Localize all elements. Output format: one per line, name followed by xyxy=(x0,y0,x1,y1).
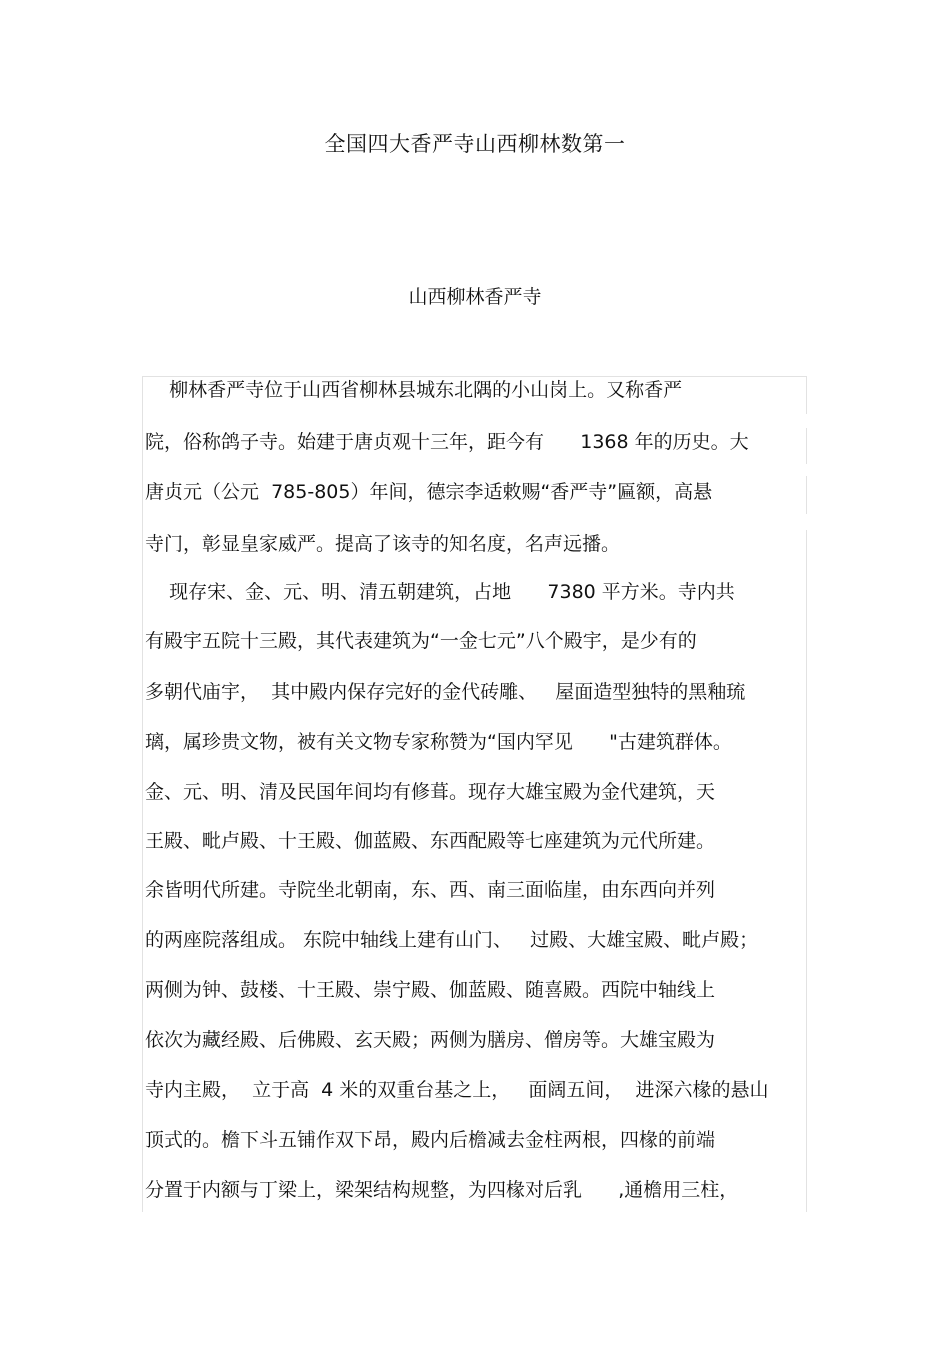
text-frame-right-border xyxy=(806,376,807,414)
text-line: 唐贞元（公元 785-805）年间，德宗李适敕赐“香严寺”匾额，高悬 xyxy=(145,481,713,503)
text-frame-right-border xyxy=(806,530,807,1212)
text-frame-right-border xyxy=(806,428,807,464)
text-frame-left-border xyxy=(142,376,143,1212)
text-line: 寺内主殿， 立于高 4 米的双重台基之上， 面阔五间， 进深六椽的悬山 xyxy=(145,1079,769,1101)
text-line: 寺门，彰显皇家威严。提高了该寺的知名度，名声远播。 xyxy=(145,533,621,555)
text-line: 有殿宇五院十三殿，其代表建筑为“一金七元”八个殿宇，是少有的 xyxy=(145,630,697,652)
text-line: 柳林香严寺位于山西省柳林县城东北隅的小山岗上。又称香严 xyxy=(145,379,683,401)
text-line: 现存宋、金、元、明、清五朝建筑，占地 7380 平方米。寺内共 xyxy=(145,581,735,603)
text-line: 王殿、毗卢殿、十王殿、伽蓝殿、东西配殿等七座建筑为元代所建。 xyxy=(145,830,716,852)
text-line: 院，俗称鸽子寺。始建于唐贞观十三年，距今有 1368 年的历史。大 xyxy=(145,431,749,453)
text-line: 余皆明代所建。寺院坐北朝南，东、西、南三面临崖，由东西向并列 xyxy=(145,879,716,901)
document-subtitle: 山西柳林香严寺 xyxy=(408,286,542,308)
text-line: 多朝代庙宇， 其中殿内保存完好的金代砖雕、 屋面造型独特的黑釉琉 xyxy=(145,681,746,703)
text-line: 分置于内额与丁梁上，梁架结构规整，为四椽对后乳 ,通檐用三柱， xyxy=(145,1179,739,1201)
text-line: 金、元、明、清及民国年间均有修葺。现存大雄宝殿为金代建筑，天 xyxy=(145,781,716,803)
text-line: 的两座院落组成。 东院中轴线上建有山门、 过殿、大雄宝殿、毗卢殿； xyxy=(145,929,759,951)
text-line: 依次为藏经殿、后佛殿、玄天殿；两侧为膳房、僧房等。大雄宝殿为 xyxy=(145,1029,716,1051)
text-frame-right-border xyxy=(806,476,807,514)
text-line: 顶式的。檐下斗五铺作双下昂，殿内后檐减去金柱两根，四椽的前端 xyxy=(145,1129,716,1151)
text-line: 璃，属珍贵文物，被有关文物专家称赞为“国内罕见 "古建筑群体。 xyxy=(145,731,732,753)
document-title: 全国四大香严寺山西柳林数第一 xyxy=(324,132,626,156)
text-line: 两侧为钟、鼓楼、十王殿、崇宁殿、伽蓝殿、随喜殿。西院中轴线上 xyxy=(145,979,716,1001)
